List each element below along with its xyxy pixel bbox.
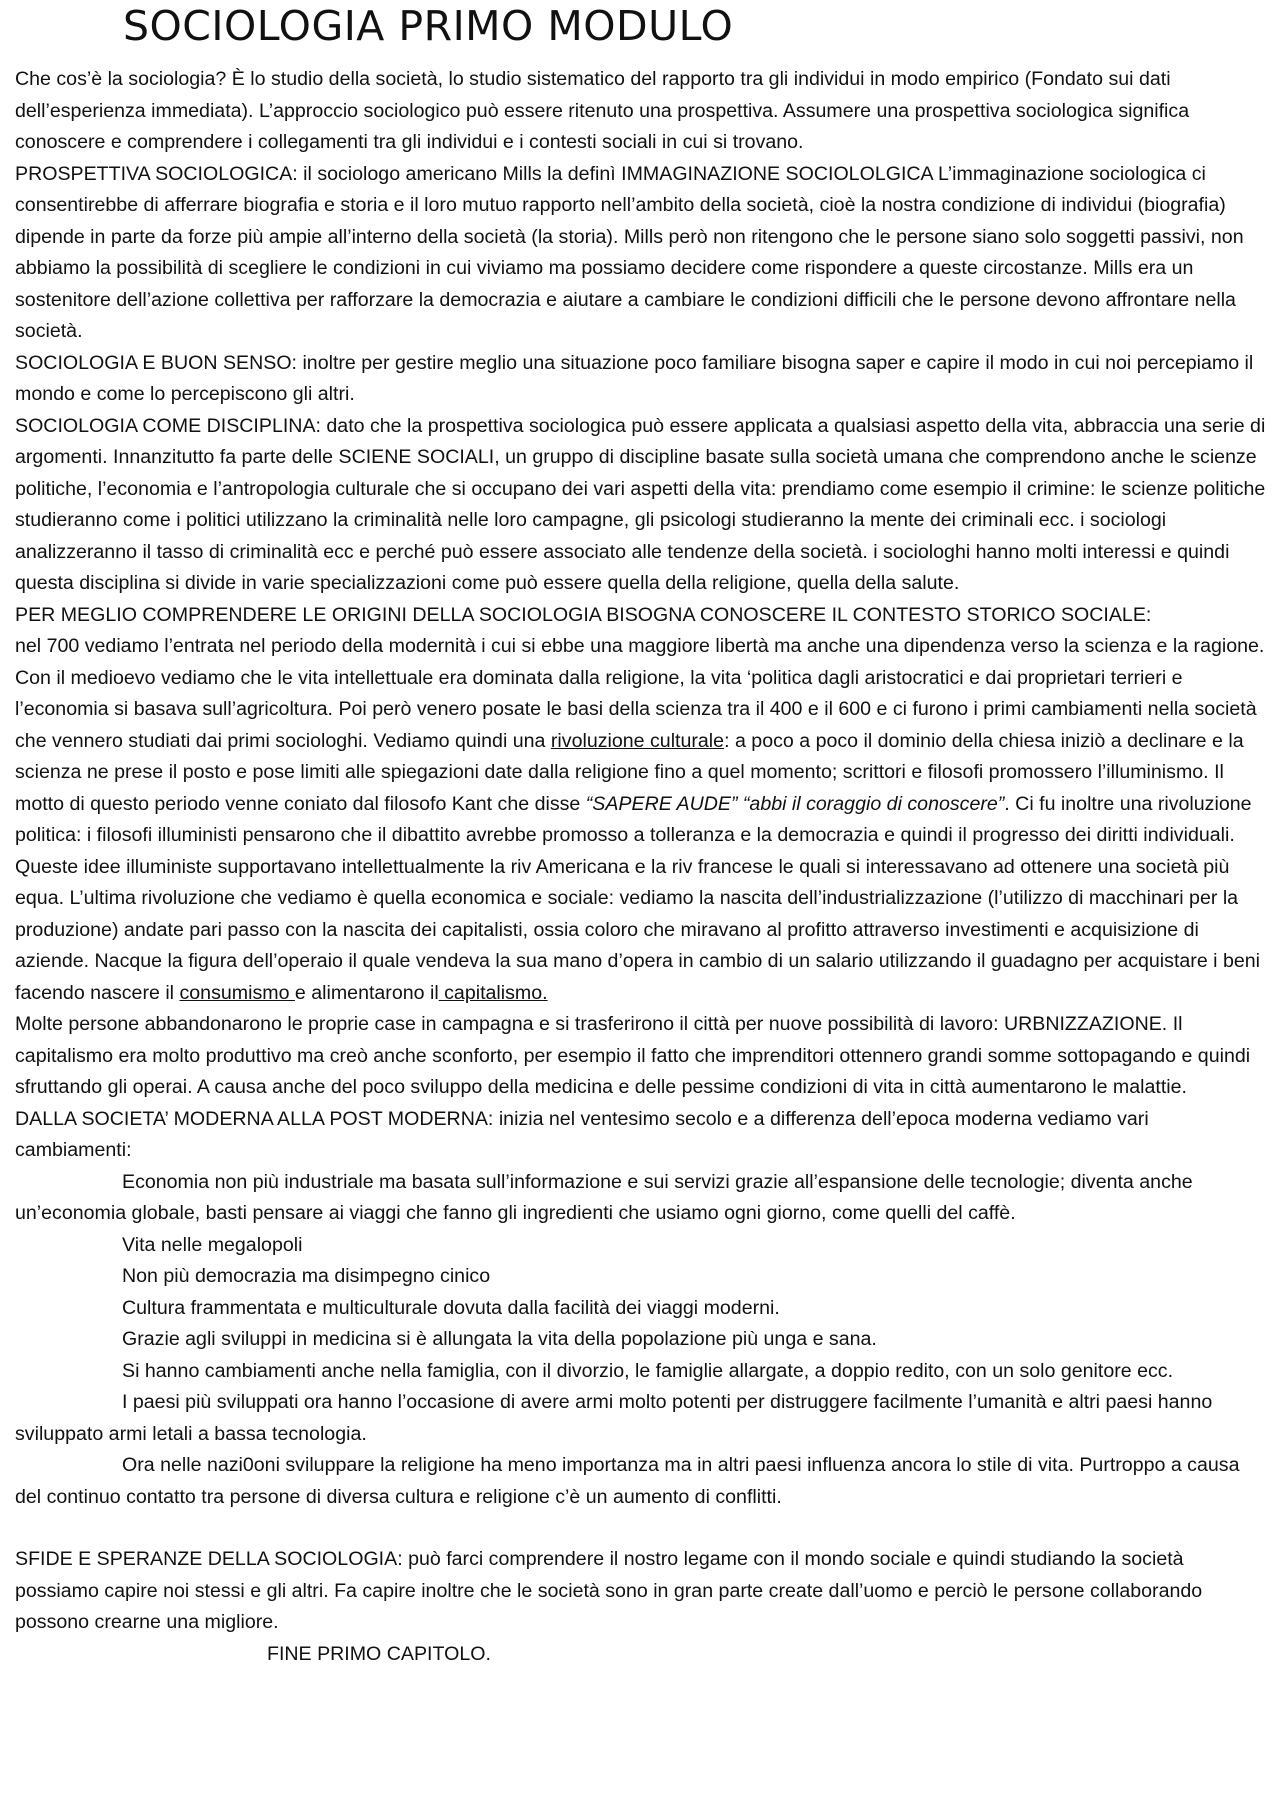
underlined-term: consumismo [179, 981, 295, 1004]
paragraph-post-moderna: DALLA SOCIETA’ MODERNA ALLA POST MODERNA: inizia nel ventesimo secolo e a differenza dell’epoca moderna vediamo vari cambiamenti: [15, 1107, 1149, 1161]
list-item: Grazie agli sviluppi in medicina si è allungata la vita della popolazione più unga e sana. [122, 1328, 877, 1350]
list-item: Economia non più industriale ma basata sull’informazione e sui servizi grazie all’espansione delle tecnologie; diventa anche un’economia globale, basti pensare ai viaggi che fanno gli ingredienti che usiamo ogni giorno, come quelli del caffè. [15, 1170, 1193, 1224]
paragraph-prospettiva: PROSPETTIVA SOCIOLOGICA: il sociologo americano Mills la definì IMMAGINAZIONE SOCIOLOLGICA L’immaginazione sociologica ci consentirebbe di afferrare biografia e storia e il loro mutuo rapporto nell’ambito della società, cioè la nostra condizione di individui (biografia) dipende in parte da forze più ampie all’interno della società (la storia). Mills però non ritengono che le persone siano solo soggetti passivi, non abbiamo la possibilità di scegliere le condizioni in cui viviamo ma possiamo decidere come rispondere a queste circostanze. Mills era un sostenitore dell’azione collettiva per rafforzare la democrazia e aiutare a cambiare le condizioni difficili che le persone devono affrontare nella società. [15, 162, 1244, 342]
document-title: SOCIOLOGIA PRIMO MODULO [123, 2, 734, 50]
document-page [15, 0, 1270, 1670]
underlined-term: capitalismo. [438, 981, 548, 1004]
list-item: Si hanno cambiamenti anche nella famiglia, con il divorzio, le famiglie allargate, a doppio redito, con un solo genitore ecc. [122, 1359, 1174, 1382]
text-run: : a poco a poco il dominio della chiesa iniziò a declinare e la scienza ne prese il posto e pose limiti alle spiegazioni date dalla religione fino a quel momento; scrittori e filosofi promossero l’illuminismo. Il motto di questo periodo venne coniato dal filosofo Kant che disse [15, 729, 1244, 815]
paragraph-spacer [15, 1513, 1270, 1544]
text-run: e alimentarono il [294, 981, 439, 1004]
list-item: Vita nelle megalopoli [122, 1233, 303, 1256]
list-item: Ora nelle nazi0oni sviluppare la religione ha meno importanza ma in altri paesi influenza ancora lo stile di vita. Purtroppo a causa del continuo contatto tra persone di diversa cultura e religione c’è un aumento di conflitti. [15, 1454, 1240, 1508]
text-run: . Ci fu inoltre una rivoluzione politica: i filosofi illuministi pensarono che il dibattito avrebbe promosso a tolleranza e la democrazia e quindi il progresso dei diritti individuali. Queste idee illuministe supportavano intellettualmente la riv Americana e la riv francese le quali si interessavano ad ottenere una società più equa. L’ultima rivoluzione che vediamo è quella economica e sociale: vediamo la nascita dell’industrializzazione (l’utilizzo di macchinari per la produzione) andate pari passo con la nascita dei capitalisti, ossia coloro che miravano al profitto attraverso investimenti e acquisizione di aziende. Nacque la figura dell’operaio il quale vendeva la sua mano d’opera in cambio di un salario utilizzando il guadagno per acquistare i beni facendo nascere il [15, 792, 1261, 1004]
text-run: nel 700 vediamo l’entrata nel periodo della modernità i cui si ebbe una maggiore libertà ma anche una dipendenza verso la scienza e la ragione. Con il medioevo vediamo che le vita intellettuale era dominata dalla religione, la vita ‘politica dagli aristocratici e dai proprietari terrieri e l’economia si basava sull’agricoltura. Poi però venero posate le basi della scienza tra il 400 e il 600 e ci furono i primi cambiamenti nella società che vennero studiati dai primi sociologhi. Vediamo quindi una [15, 635, 1265, 752]
paragraph-sfide: SFIDE E SPERANZE DELLA SOCIOLOGIA: può farci comprendere il nostro legame con il mondo sociale e quindi studiando la società possiamo capire noi stessi e gli altri. Fa capire inoltre che le società sono in gran parte create dall’uomo e perciò le persone collaborando possono crearne una migliore. [15, 1548, 1203, 1633]
italic-quote: “SAPERE AUDE” “abbi il coraggio di conoscere” [585, 792, 1005, 815]
underlined-term: rivoluzione culturale [550, 729, 725, 752]
paragraph-storia [15, 631, 1270, 1009]
paragraph-buon-senso: SOCIOLOGIA E BUON SENSO: inoltre per gestire meglio una situazione poco familiare bisogna saper e capire il modo in cui noi percepiamo il mondo e come lo percepiscono gli altri. [15, 351, 1254, 405]
paragraph-intro: Che cos’è la sociologia? È lo studio della società, lo studio sistematico del rapporto tra gli individui in modo empirico (Fondato sui dati dell’esperienza immediata). L’approccio sociologico può essere ritenuto una prospettiva. Assumere una prospettiva sociologica significa conoscere e comprendere i collegamenti tra gli individui e i contesti sociali in cui si trovano. [15, 68, 1190, 153]
paragraph-disciplina: SOCIOLOGIA COME DISCIPLINA: dato che la prospettiva sociologica può essere applicata a qualsiasi aspetto della vita, abbraccia una serie di argomenti. Innanzitutto fa parte delle SCIENE SOCIALI, un gruppo di discipline basate sulla società umana che comprendono anche le scienze politiche, l’economia e l’antropologia culturale che si occupano dei vari aspetti della vita: prendiamo come esempio il crimine: le scienze politiche studieranno come i politici utilizzano la criminalità nelle loro campagne, gli psicologi studieranno la mente dei criminali ecc. i sociologi analizzeranno il tasso di criminalità ecc e perché può essere associato alle tendenze della società. i sociologhi hanno molti interessi e quindi questa disciplina si divide in varie specializzazioni come può essere quella della religione, quella della salute. [15, 414, 1266, 594]
list-item: Cultura frammentata e multiculturale dovuta dalla facilità dei viaggi moderni. [122, 1296, 780, 1319]
list-item: Non più democrazia ma disimpegno cinico [122, 1265, 491, 1287]
paragraph-urbanizzazione: Molte persone abbandonarono le proprie case in campagna e si trasferirono il città per nuove possibilità di lavoro: URBNIZZAZIONE. Il capitalismo era molto produttivo ma creò anche sconforto, per esempio il fatto che imprenditori ottennero grandi somme sottopagando e quindi sfruttando gli operai. A causa anche del poco sviluppo della medicina e delle pessime condizioni di vita in città aumentarono le malattie. [15, 1013, 1251, 1098]
list-item: I paesi più sviluppati ora hanno l’occasione di avere armi molto potenti per distruggere facilmente l’umanità e altri paesi hanno sviluppato armi letali a bassa tecnologia. [15, 1391, 1213, 1445]
paragraph-contesto-heading: PER MEGLIO COMPRENDERE LE ORIGINI DELLA SOCIOLOGIA BISOGNA CONOSCERE IL CONTESTO STORICO SOCIALE: [15, 603, 1152, 626]
closing-line: FINE PRIMO CAPITOLO. [267, 1642, 491, 1665]
